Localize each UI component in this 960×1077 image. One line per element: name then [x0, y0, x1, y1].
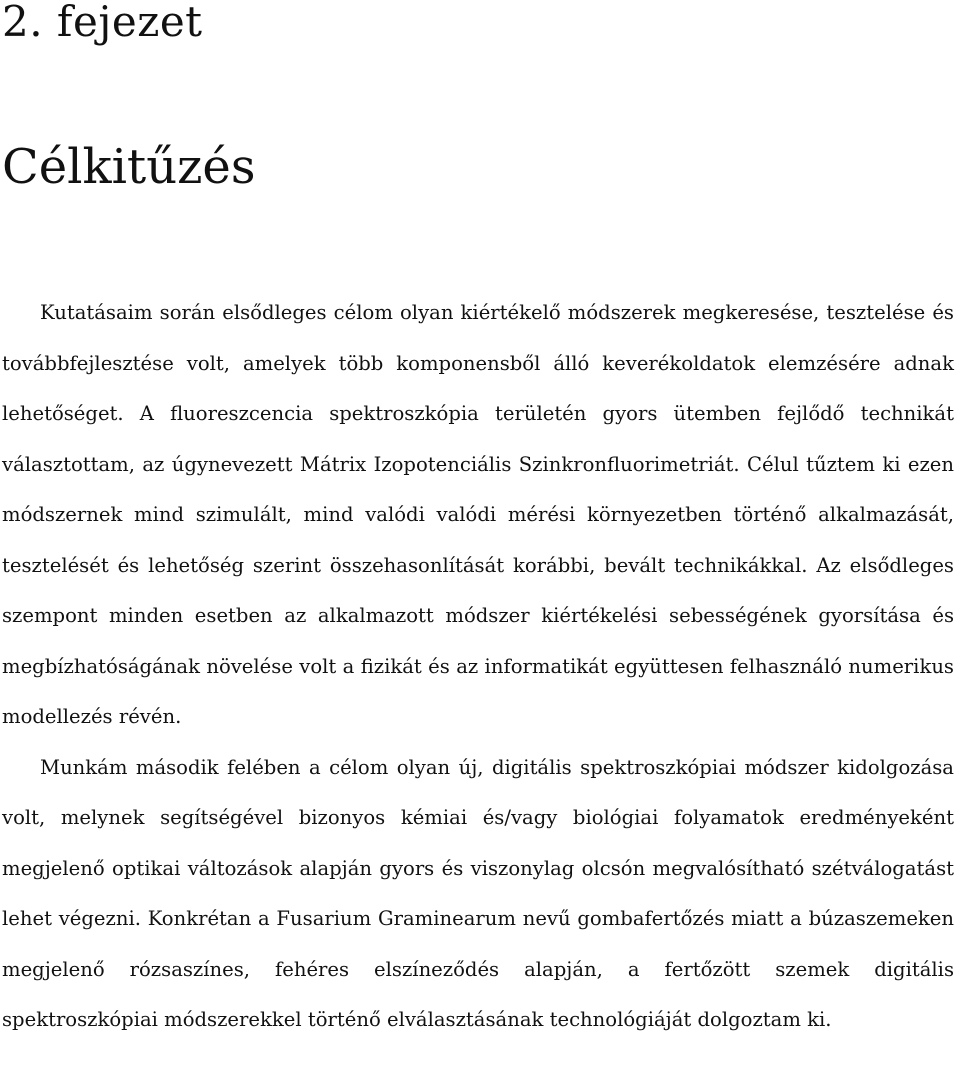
chapter-title: Célkitűzés	[2, 139, 256, 195]
paragraph-2: Munkám második felében a célom olyan új, digitális spektroszkópiai módszer kidolgozása volt, melynek segítségével bizonyos kémiai és/vagy biológiai folyamatok eredményeként megjelenő optikai változások alapján gyors és viszonylag olcsón megvalósítható szétválogatást lehet végezni. Konkrétan a Fusarium Graminearum nevű gombafertőzés miatt a búzaszemeken megjelenő rózsaszínes, fehéres elszíneződés alapján, a fertőzött szemek digitális spektroszkópiai módszerekkel történő elválasztásának technológiáját dolgoztam ki.	[2, 755, 954, 1031]
chapter-number: 2. fejezet	[2, 0, 203, 46]
paragraph-1: Kutatásaim során elsődleges célom olyan kiértékelő módszerek megkeresése, tesztelése és továbbfejlesztése volt, amelyek több komponensből álló keverékoldatok elemzésére adnak lehetőséget. A fluoreszcencia spektroszkópia területén gyors ütemben fejlődő technikát választottam, az úgynevezett Mátrix Izopotenciális Szinkronfluorimetriát. Célul tűztem ki ezen módszernek mind szimulált, mind valódi valódi mérési környezetben történő alkalmazását, tesztelését és lehetőség szerint összehasonlítását korábbi, bevált technikákkal. Az elsődleges szempont minden esetben az alkalmazott módszer kiértékelési sebességének gyorsítása és megbízhatóságának növelése volt a fizikát és az informatikát együttesen felhasználó numerikus modellezés révén.	[2, 301, 954, 728]
body-text	[2, 288, 954, 1046]
